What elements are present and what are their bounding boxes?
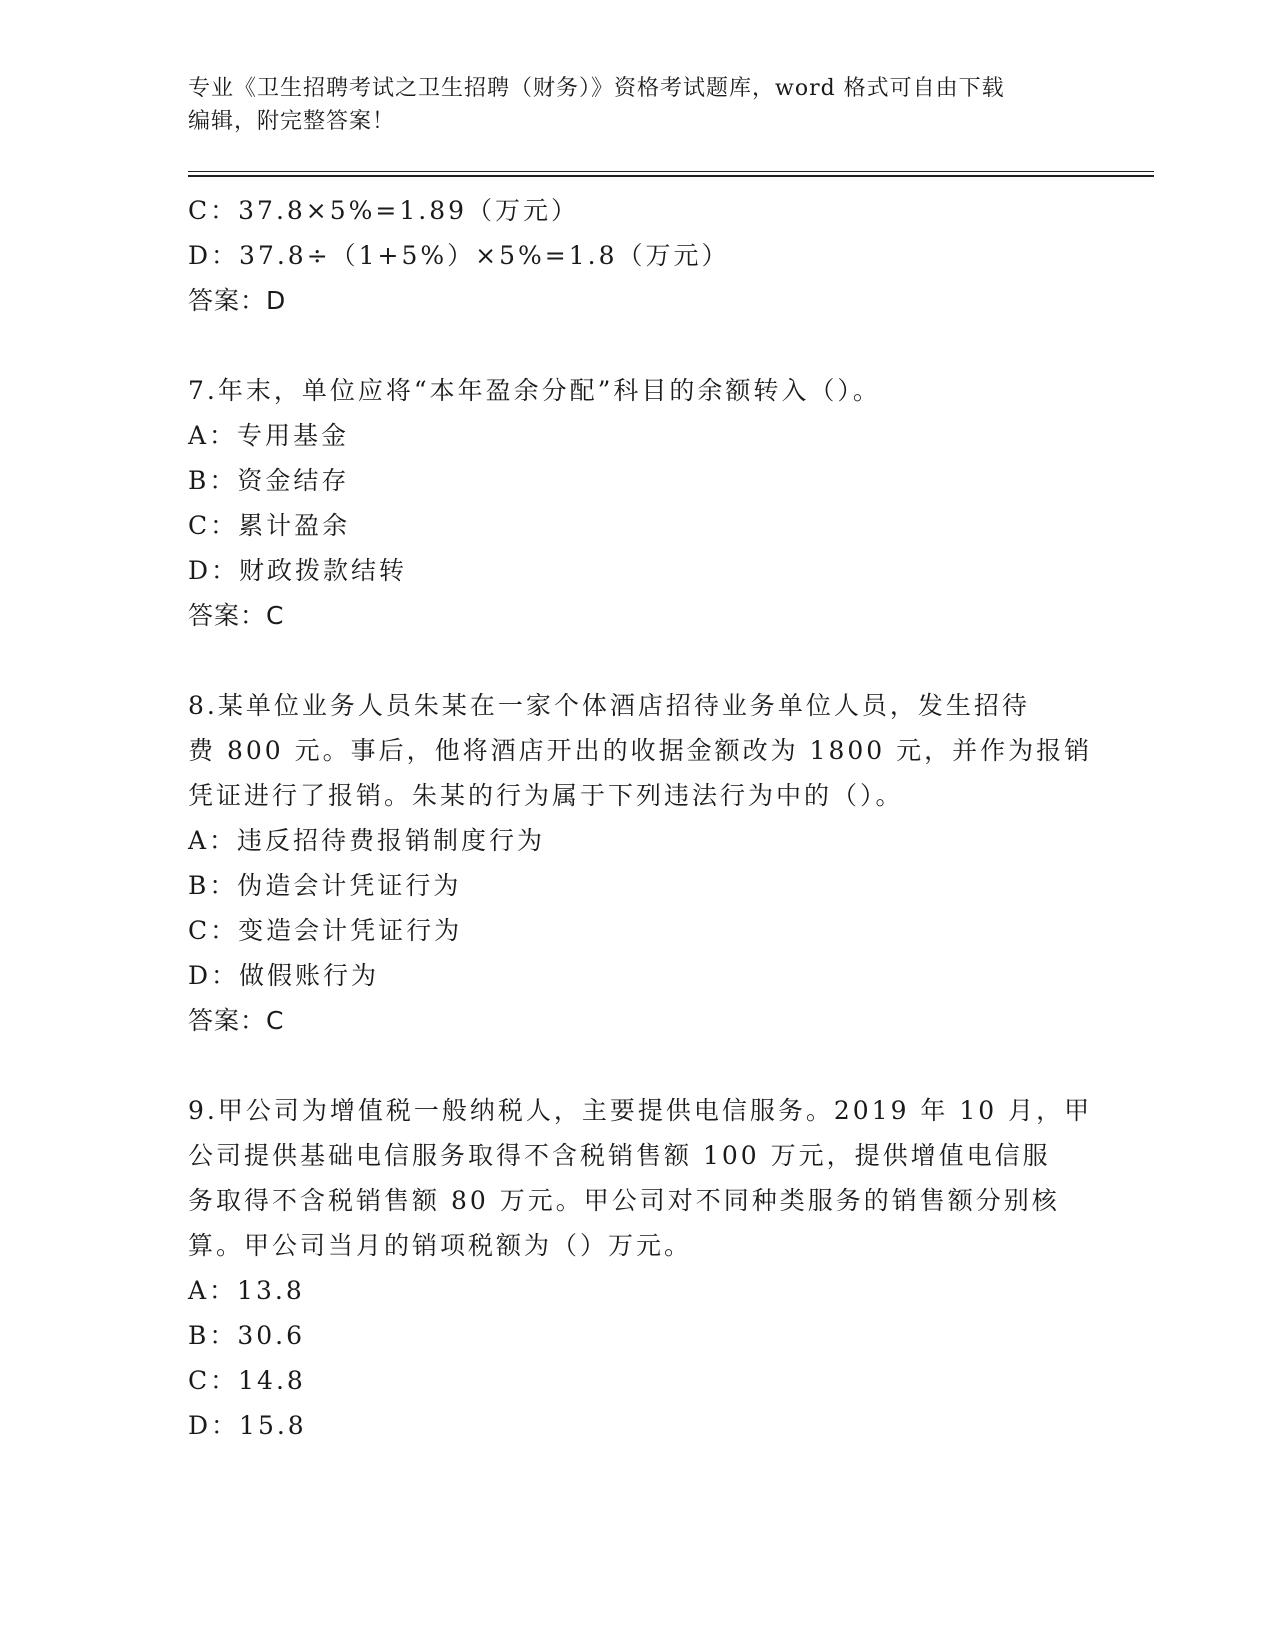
header-line-1: 专业《卫生招聘考试之卫生招聘（财务）》资格考试题库，word 格式可自由下载 [188, 76, 1005, 101]
question-stem: 算。甲公司当月的销项税额为（）万元。 [188, 1231, 693, 1260]
header-divider-thin [188, 171, 1154, 172]
document-header [188, 72, 1088, 138]
question-stem: 务取得不含税销售额 80 万元。甲公司对不同种类服务的销售额分别核 [188, 1186, 1060, 1215]
header-divider-thick [188, 175, 1154, 177]
option-a: A：13.8 [188, 1276, 305, 1305]
question-stem: 公司提供基础电信服务取得不含税销售额 100 万元，提供增值电信服 [188, 1141, 1051, 1170]
option-b: B：30.6 [188, 1321, 306, 1350]
answer-line: 答案：D [188, 286, 287, 315]
question-stem: 9.甲公司为增值税一般纳税人，主要提供电信服务。2019 年 10 月，甲 [188, 1096, 1093, 1125]
spacer [188, 638, 1088, 683]
question-stem: 8.某单位业务人员朱某在一家个体酒店招待业务单位人员，发生招待 [188, 691, 1030, 720]
spacer [188, 1043, 1088, 1088]
question-stem: 费 800 元。事后，他将酒店开出的收据金额改为 1800 元，并作为报销 [188, 736, 1093, 765]
option-d: D：做假账行为 [188, 961, 380, 990]
question-list [188, 188, 1093, 1448]
option-a: A：违反招待费报销制度行为 [188, 826, 546, 855]
question-stem: 凭证进行了报销。朱某的行为属于下列违法行为中的（）。 [188, 781, 904, 810]
option-c: C：14.8 [188, 1366, 306, 1395]
option-b: B：伪造会计凭证行为 [188, 871, 462, 900]
option-c: C：变造会计凭证行为 [188, 916, 463, 945]
question-stem: 7.年末，单位应将“本年盈余分配”科目的余额转入（）。 [188, 376, 881, 405]
answer-line: 答案：C [188, 1006, 285, 1035]
option-b: B：资金结存 [188, 466, 350, 495]
option-c: C：累计盈余 [188, 511, 351, 540]
question-prev-continuation [188, 188, 1088, 323]
question-9 [188, 1088, 1093, 1448]
option-d: D：15.8 [188, 1411, 307, 1440]
option-a: A：专用基金 [188, 421, 350, 450]
header-line-2: 编辑，附完整答案！ [188, 109, 396, 134]
option-c: C：37.8×5%=1.89（万元） [188, 196, 580, 225]
spacer [188, 323, 1088, 368]
answer-line: 答案：C [188, 601, 285, 630]
option-d: D：财政拨款结转 [188, 556, 408, 585]
option-d: D：37.8÷（1+5%）×5%=1.8（万元） [188, 241, 730, 270]
question-8 [188, 683, 1093, 1043]
question-7 [188, 368, 1088, 638]
